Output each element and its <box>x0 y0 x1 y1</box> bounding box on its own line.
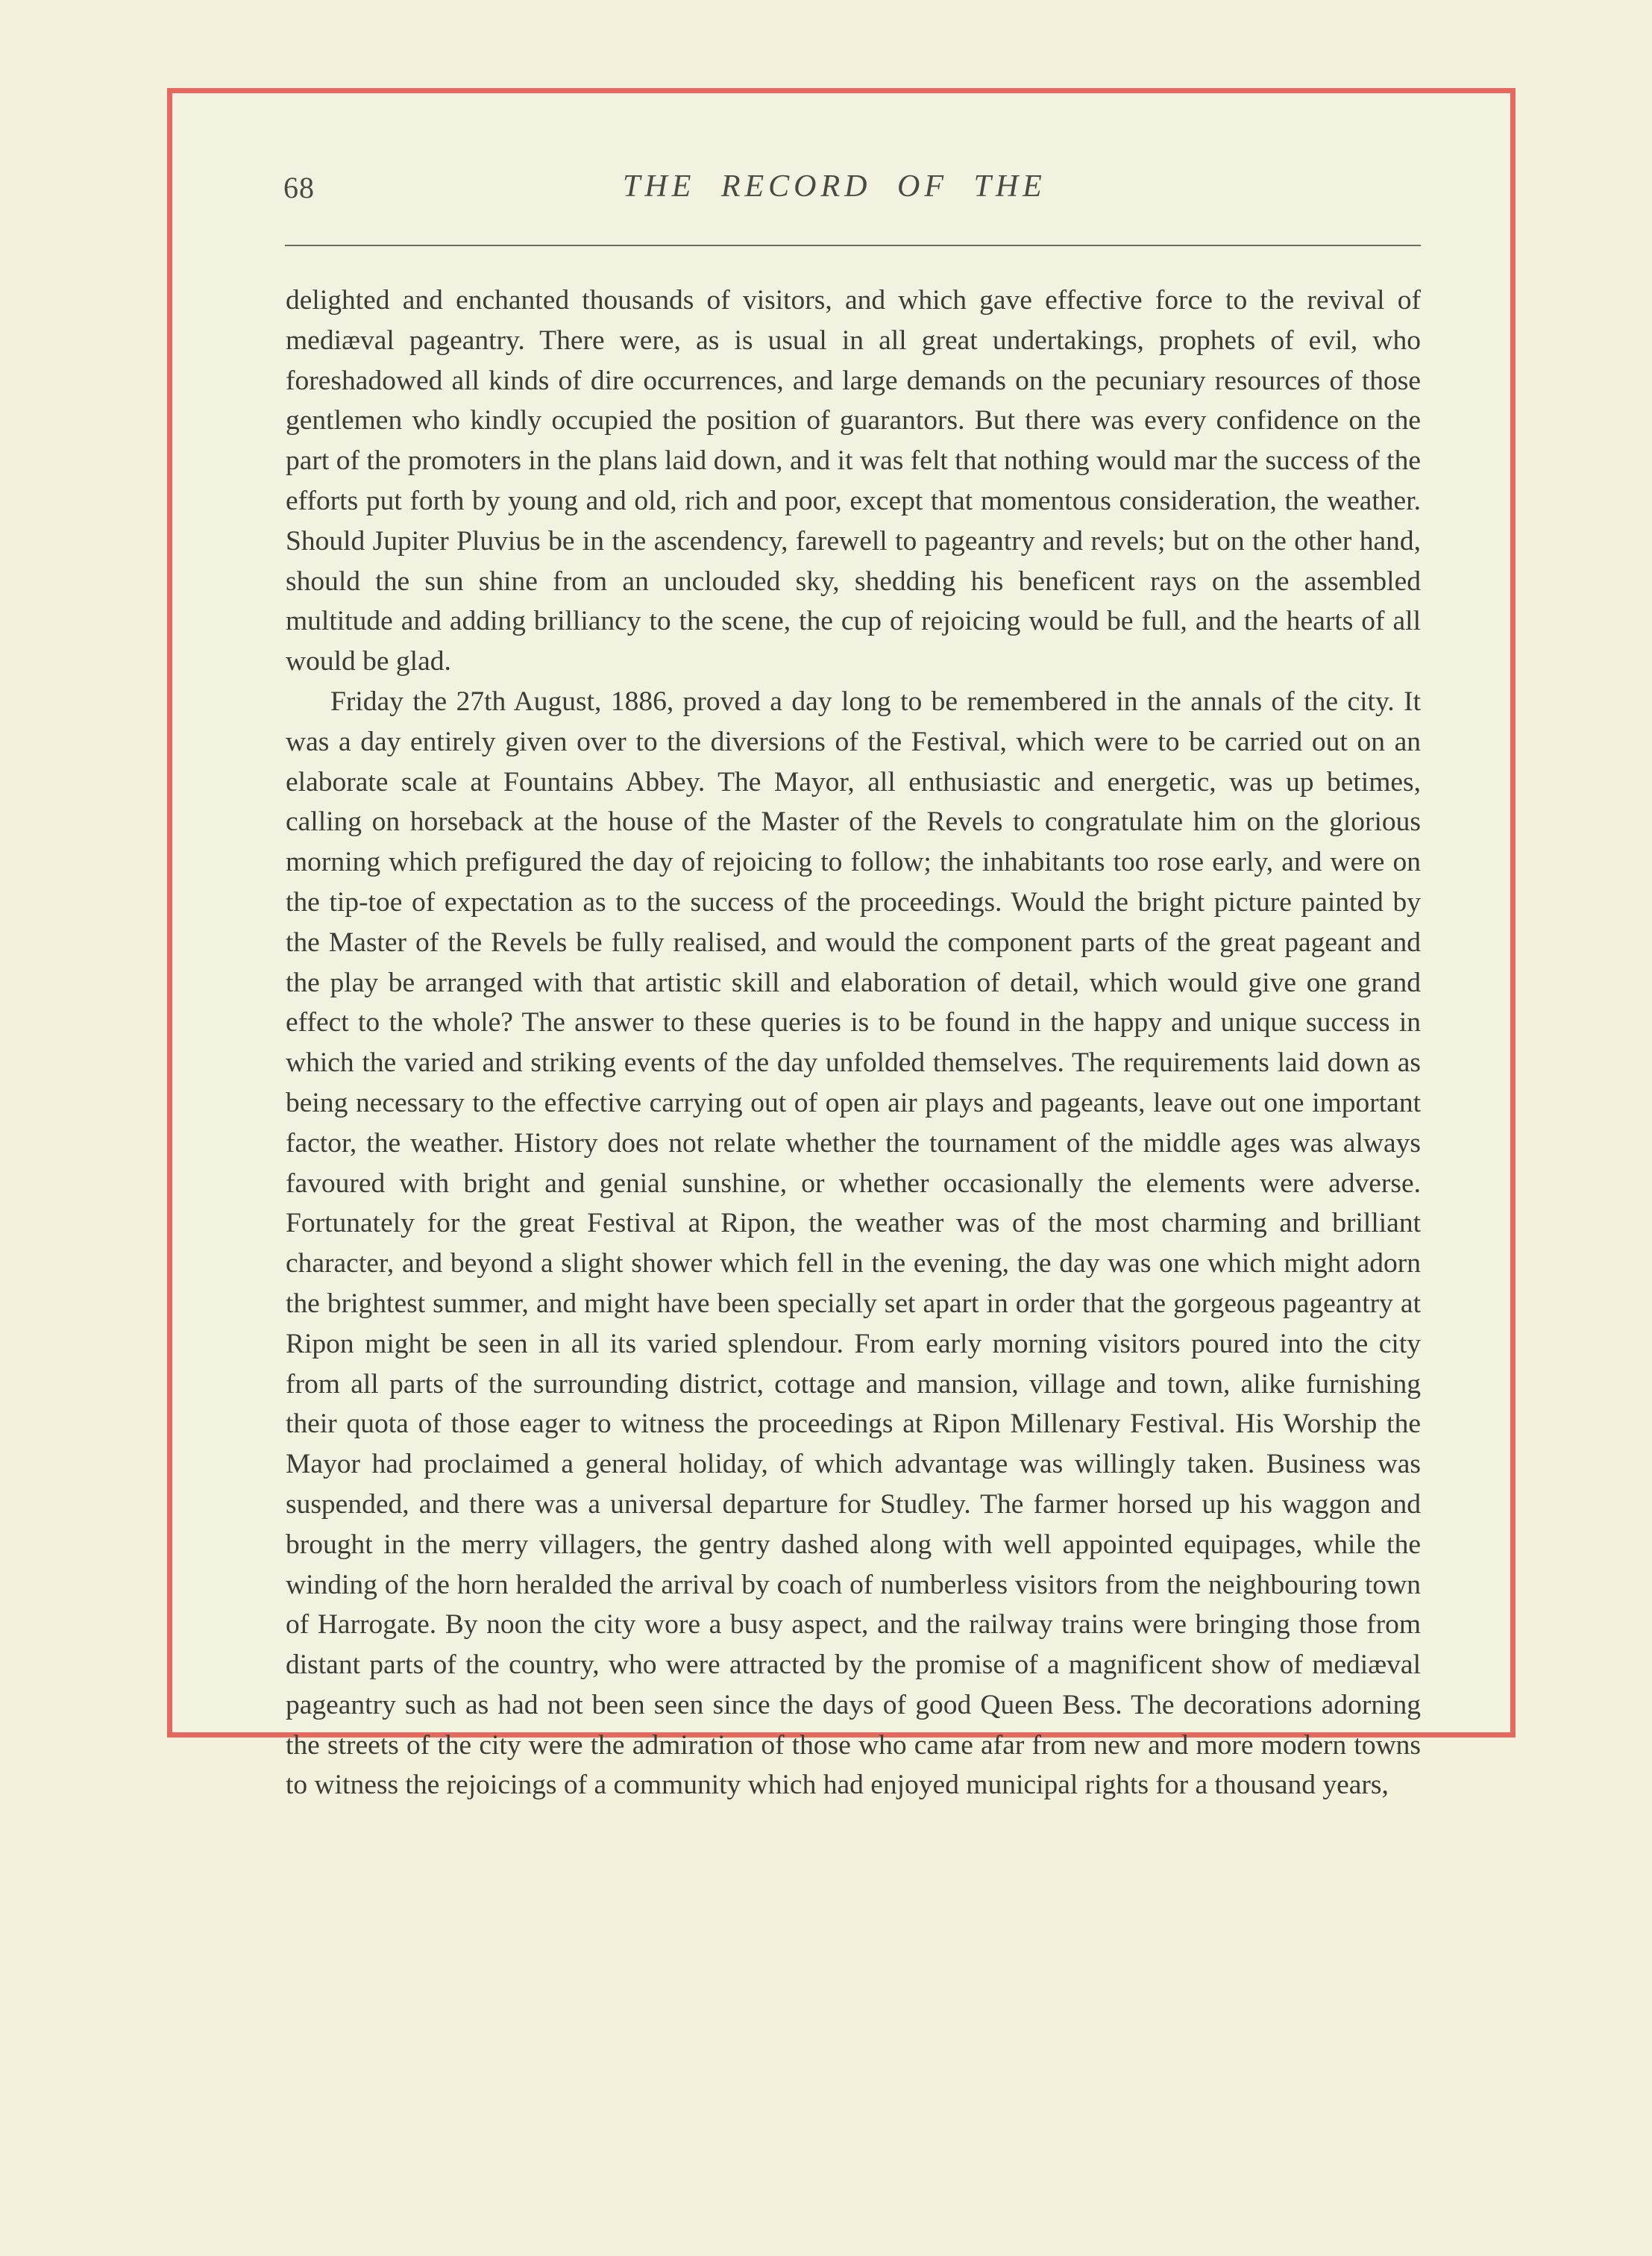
body-text <box>286 281 1421 1805</box>
paragraph-friday: Friday the 27th August, 1886, proved a day long to be remembered in the annals of the city. It was a day entirely given over to the diversions of the Festival, which were to be carried out on an elaborate scale at Fountains Abbey. The Mayor, all enthusiastic and energetic, was up betimes, calling on horseback at the house of the Master of the Revels to congratulate him on the glorious morning which prefigured the day of rejoicing to follow; the inhabitants too rose early, and were on the tip-toe of expectation as to the success of the proceedings. Would the bright picture painted by the Master of the Revels be fully realised, and would the component parts of the great pageant and the play be arranged with that artistic skill and elaboration of detail, which would give one grand effect to the whole? The answer to these queries is to be found in the happy and unique success in which the varied and striking events of the day unfolded themselves. The requirements laid down as being necessary to the effective carrying out of open air plays and pageants, leave out one important factor, the weather. History does not relate whether the tournament of the middle ages was always favoured with bright and genial sunshine, or whether occasionally the elements were adverse. Fortunately for the great Festival at Ripon, the weather was of the most charming and brilliant character, and beyond a slight shower which fell in the evening, the day was one which might adorn the brightest summer, and might have been specially set apart in order that the gorgeous pageantry at Ripon might be seen in all its varied splendour. From early morning visitors poured into the city from all parts of the surrounding district, cottage and mansion, village and town, alike furnishing their quota of those eager to witness the proceedings at Ripon Millenary Festival. His Worship the Mayor had proclaimed a general holiday, of which advantage was willingly taken. Business was suspended, and there was a universal departure for Studley. The farmer horsed up his waggon and brought in the merry villagers, the gentry dashed along with well appointed equipages, while the winding of the horn heralded the arrival by coach of numberless visitors from the neighbouring town of Harrogate. By noon the city wore a busy aspect, and the railway trains were bringing those from distant parts of the country, who were attracted by the promise of a magnificent show of mediæval pageantry such as had not been seen since the days of good Queen Bess. The decorations adorning the streets of the city were the admiration of those who came afar from new and more modern towns to witness the rejoicings of a community which had enjoyed municipal rights for a thousand years, <box>286 686 1421 1801</box>
header-rule <box>285 245 1421 246</box>
running-title: THE RECORD OF THE <box>623 169 1046 204</box>
page-number: 68 <box>283 171 315 204</box>
paragraph-continued: delighted and enchanted thousands of visitors, and which gave effective force to the revival of mediæval pageantry. There were, as is usual in all great undertakings, prophets of evil, who foreshadowed all kinds of dire occurrences, and large demands on the pecuniary resources of those gentlemen who kindly occupied the position of guarantors. But there was every confidence on the part of the promoters in the plans laid down, and it was felt that nothing would mar the success of the efforts put forth by young and old, rich and poor, except that momentous consideration, the weather. Should Jupiter Pluvius be in the ascendency, farewell to pageantry and revels; but on the other hand, should the sun shine from an unclouded sky, shedding his beneficent rays on the assembled multitude and adding brilliancy to the scene, the cup of rejoicing would be full, and the hearts of all would be glad. <box>286 285 1421 677</box>
